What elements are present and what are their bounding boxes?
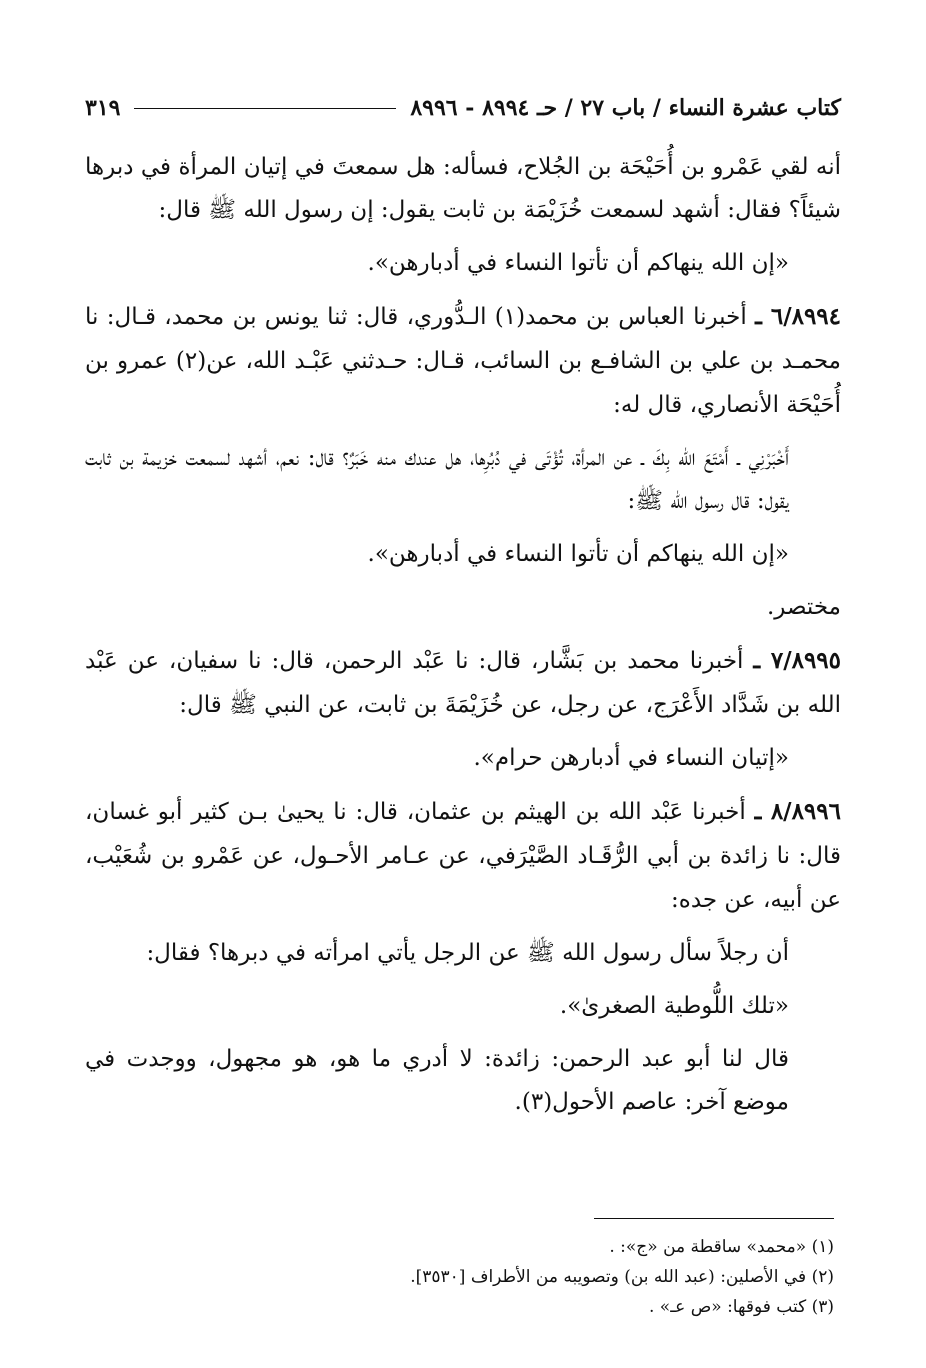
hadith-chain: أخبرنا العباس بن محمد(١) الـدُّوري، قال: ثنا يونس بن محمد، قـال: نا محمـد بن علي بن الشافـع بن السائب، قـال: حـدثني عَبْـد الله، عن(٢) عمرو بن أُحَيْحَة الأنصاري، قال له: bbox=[85, 304, 841, 418]
footnotes bbox=[85, 1232, 834, 1322]
hadith-entry bbox=[85, 790, 841, 922]
paragraph: قال لنا أبو عبد الرحمن: زائدة: لا أدري ما هو، هو مجهول، ووجدت في موضع آخر: عاصم الأحول(٣). bbox=[85, 1046, 789, 1115]
footnote-divider bbox=[594, 1218, 834, 1219]
hadith-quote: «تلك اللُّوطية الصغرىٰ». bbox=[559, 993, 789, 1019]
header-rule bbox=[134, 108, 396, 109]
footnote: (١) «محمد» ساقطة من «ج»: . bbox=[609, 1237, 834, 1257]
hadith-quote: «إتيان النساء في أدبارهن حرام». bbox=[473, 745, 789, 771]
hadith-quote: «إن الله ينهاكم أن تأتوا النساء في أدبارهن». bbox=[367, 250, 789, 276]
hadith-entry bbox=[85, 639, 841, 727]
footnote: (٢) في الأصلين: (عبد الله بن) وتصويبه من الأطراف [٣٥٣٠]. bbox=[410, 1267, 834, 1287]
footnote: (٣) كتب فوقها: «ص عـ» . bbox=[648, 1297, 834, 1317]
hadith-chain: أخبرنا عَبْد الله بن الهيثم بن عثمان، قال: نا يحيىٰ بـن كثير أبو غسان، قال: نا زائدة بن أبي الرُّقَـاد الصَّيْرَفي، عن عـامر الأحـول، عن عَمْرو بن شُعَيْب، عن أبيه، عن جده: bbox=[85, 799, 841, 913]
header-title: كتاب عشرة النساء / باب ٢٧ / حـ ٨٩٩٤ - ٨٩٩٦ bbox=[410, 95, 841, 121]
paragraph: أنه لقي عَمْرو بن أُحَيْحَة بن الجُلاح، فسأله: هل سمعتَ في إتيان المرأة في دبرها شيئاً؟ فقال: أشهد لسمعت خُزَيْمَة بن ثابت يقول: إن رسول الله ﷺ قال: bbox=[85, 154, 841, 223]
paragraph: مختصر. bbox=[766, 594, 841, 620]
paragraph: أن رجلاً سأل رسول الله ﷺ عن الرجل يأتي امرأته في دبرها؟ فقال: bbox=[146, 940, 789, 966]
page-number: ٣١٩ bbox=[85, 95, 121, 121]
running-header bbox=[85, 88, 841, 128]
main-text bbox=[85, 146, 841, 1134]
paragraph: أَخْبَرْنِي ـ أَمْتَعَ الله بِكَ ـ عن المرأة، تُؤْتَى في دُبُرِها، هل عندك منه خَبَرٌ؟ قال: نعم، أشهد لسمعت خزيمة بن ثابت يقول: قال رسول الله ﷺ: bbox=[85, 445, 789, 514]
hadith-number: ٦/٨٩٩٤ ـ bbox=[755, 303, 842, 330]
hadith-quote: «إن الله ينهاكم أن تأتوا النساء في أدبارهن». bbox=[367, 541, 789, 567]
hadith-number: ٨/٨٩٩٦ ـ bbox=[754, 798, 841, 825]
hadith-chain: أخبرنا محمد بن بَشَّار، قال: نا عَبْد الرحمن، قال: نا سفيان، عن عَبْد الله بن شَدَّاد الأَعْرَج، عن رجل، عن خُزَيْمَةَ بن ثابت، عن النبي ﷺ قال: bbox=[85, 648, 841, 718]
hadith-entry bbox=[85, 295, 841, 427]
hadith-number: ٧/٨٩٩٥ ـ bbox=[753, 647, 842, 674]
